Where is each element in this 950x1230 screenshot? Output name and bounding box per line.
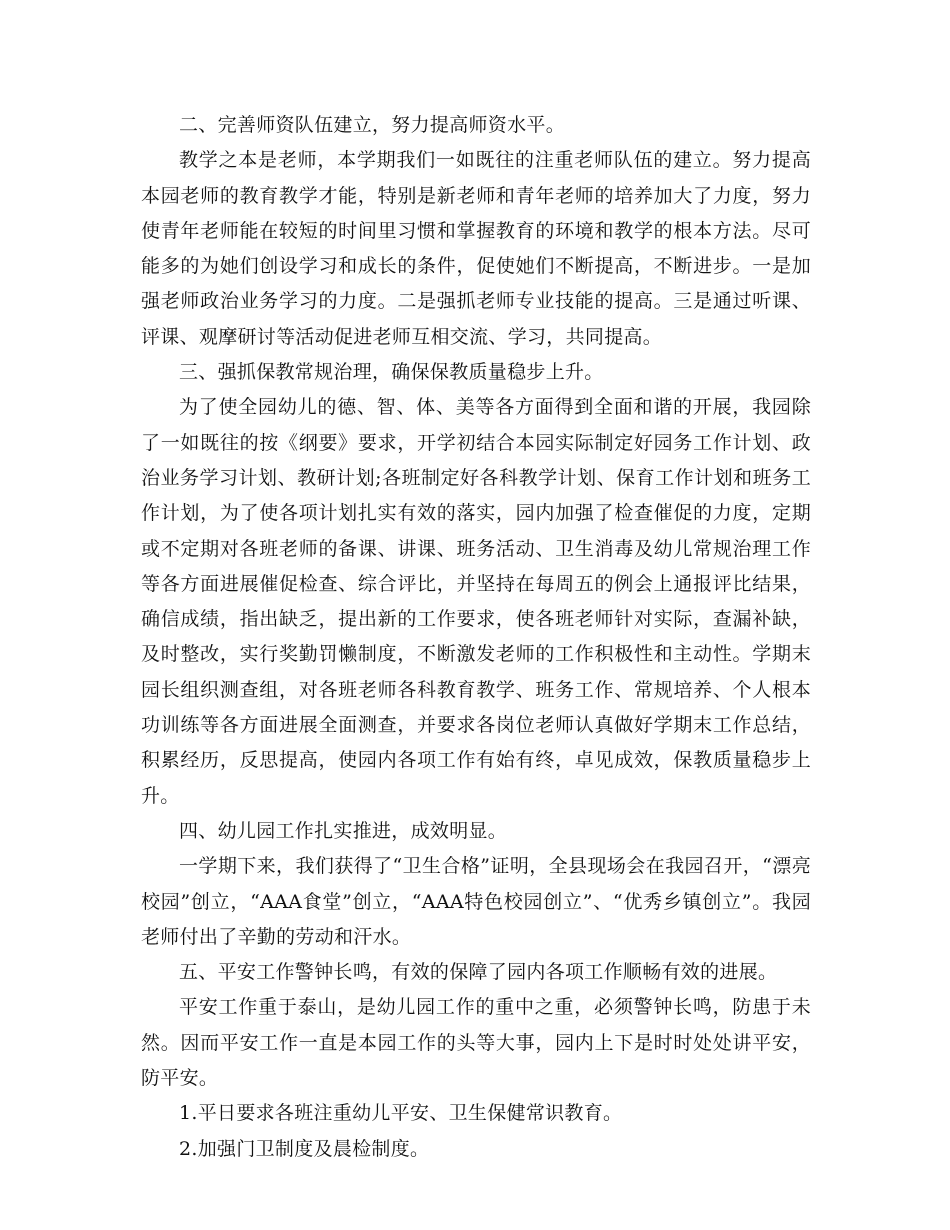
section-heading-3: 三、强抓保教常规治理，确保保教质量稳步上升。: [179, 361, 604, 384]
document-body: [141, 108, 811, 1167]
paragraph-achievements: 一学期下来，我们获得了“卫生合格”证明，全县现场会在我园召开，“漂亮校园”创立，“AAA食堂”创立，“AAA特色校园创立”、“优秀乡镇创立”。我园老师付出了辛勤的劳动和汗水。: [141, 855, 811, 948]
section-heading-4: 四、幼儿园工作扎实推进，成效明显。: [179, 819, 508, 842]
paragraph-teacher-team: 教学之本是老师，本学期我们一如既往的注重老师队伍的建立。努力提高本园老师的教育教学才能，特别是新老师和青年老师的培养加大了力度，努力使青年老师能在较短的时间里习惯和掌握教育的环境和教学的根本方法。尽可能多的为她们创设学习和成长的条件，促使她们不断提高，不断进步。一是加强老师政治业务学习的力度。二是强抓老师专业技能的提高。三是通过听课、评课、观摩研讨等活动促进老师互相交流、学习，共同提高。: [141, 149, 811, 348]
list-item-2: 2.加强门卫制度及晨检制度。: [179, 1137, 430, 1160]
list-item-1: 1.平日要求各班注重幼儿平安、卫生保健常识教育。: [179, 1102, 623, 1125]
section-heading-5: 五、平安工作警钟长鸣，有效的保障了园内各项工作顺畅有效的进展。: [179, 961, 778, 984]
paragraph-care-management: 为了使全园幼儿的德、智、体、美等各方面得到全面和谐的开展，我园除了一如既往的按《纲要》要求，开学初结合本园实际制定好园务工作计划、政治业务学习计划、教研计划;各班制定好各科教学计划、保育工作计划和班务工作计划，为了使各项计划扎实有效的落实，园内加强了检查催促的力度，定期或不定期对各班老师的备课、讲课、班务活动、卫生消毒及幼儿常规治理工作等各方面进展催促检查、综合评比，并坚持在每周五的例会上通报评比结果，确信成绩，指出缺乏，提出新的工作要求，使各班老师针对实际，查漏补缺，及时整改，实行奖勤罚懒制度，不断激发老师的工作积极性和主动性。学期末园长组织测查组，对各班老师各科教育教学、班务工作、常规培养、个人根本功训练等各方面进展全面测查，并要求各岗位老师认真做好学期末工作总结，积累经历，反思提高，使园内各项工作有始有终，卓见成效，保教质量稳步上升。: [141, 396, 811, 807]
paragraph-safety: 平安工作重于泰山，是幼儿园工作的重中之重，必须警钟长鸣，防患于未然。因而平安工作一直是本园工作的头等大事，园内上下是时时处处讲平安，防平安。: [141, 996, 811, 1090]
section-heading-2: 二、完善师资队伍建立，努力提高师资水平。: [179, 114, 566, 136]
